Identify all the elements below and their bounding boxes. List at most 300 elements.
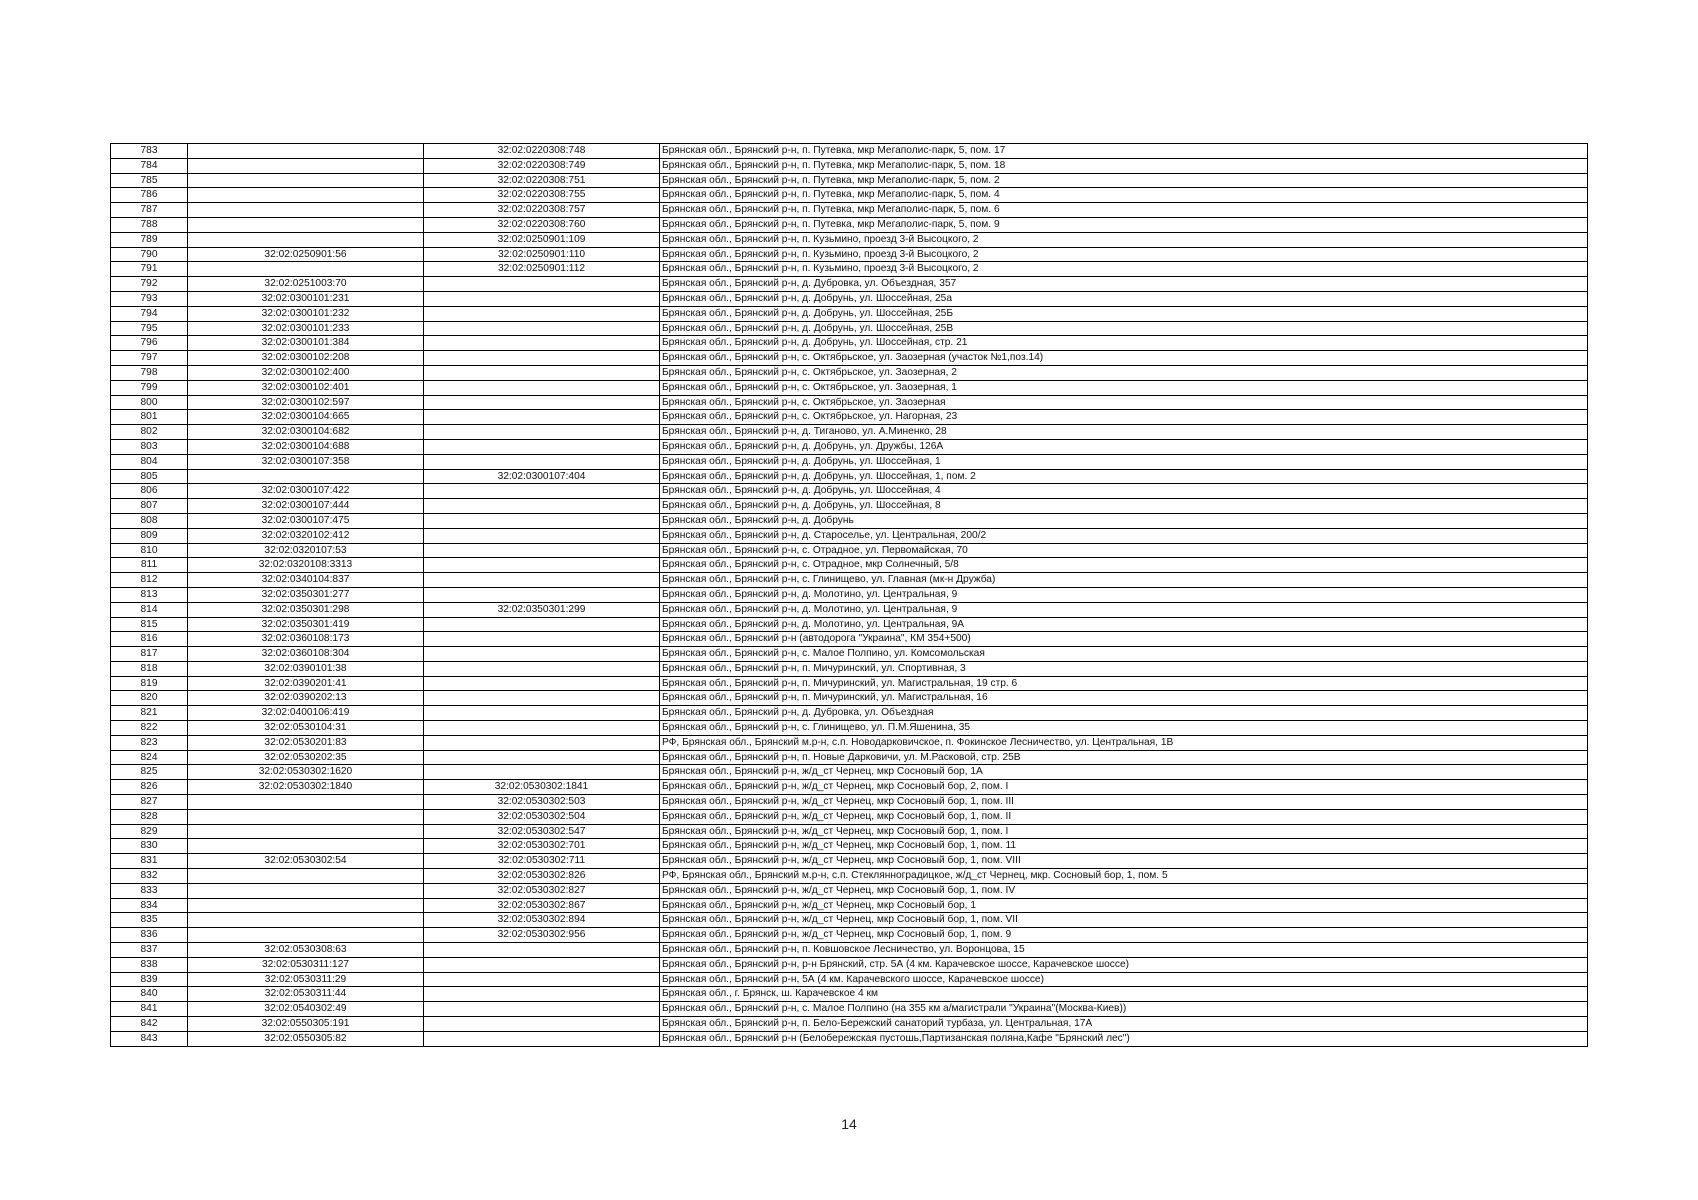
table-row bbox=[111, 291, 1588, 306]
premises-cadastral-number-cell: 32:02:0530302:867 bbox=[424, 898, 660, 913]
table-row bbox=[111, 365, 1588, 380]
cadastral-number-cell bbox=[188, 188, 424, 203]
address-cell: Брянская обл., Брянский р-н, д. Добрунь, ул. Шоссейная, 25Б bbox=[660, 306, 1588, 321]
table-row bbox=[111, 203, 1588, 218]
address-cell: Брянская обл., Брянский р-н, ж/д_ст Чернец, мкр Сосновый бор, 1, пом. VIII bbox=[660, 854, 1588, 869]
cadastral-number-cell bbox=[188, 883, 424, 898]
premises-cadastral-number-cell: 32:02:0220308:748 bbox=[424, 144, 660, 159]
cadastral-number-cell: 32:02:0320107:53 bbox=[188, 543, 424, 558]
row-number-cell: 815 bbox=[111, 617, 188, 632]
cadastral-number-cell: 32:02:0530302:1840 bbox=[188, 780, 424, 795]
table-row bbox=[111, 1017, 1588, 1032]
table-row bbox=[111, 854, 1588, 869]
cadastral-number-cell: 32:02:0530311:29 bbox=[188, 972, 424, 987]
cadastral-number-cell: 32:02:0251003:70 bbox=[188, 277, 424, 292]
registry-table bbox=[110, 143, 1588, 1047]
premises-cadastral-number-cell: 32:02:0530302:826 bbox=[424, 869, 660, 884]
premises-cadastral-number-cell bbox=[424, 277, 660, 292]
address-cell: Брянская обл., Брянский р-н, п. Путевка, мкр Мегаполис-парк, 5, пом. 6 bbox=[660, 203, 1588, 218]
table-row bbox=[111, 691, 1588, 706]
row-number-cell: 795 bbox=[111, 321, 188, 336]
premises-cadastral-number-cell: 32:02:0250901:112 bbox=[424, 262, 660, 277]
cadastral-number-cell: 32:02:0540302:49 bbox=[188, 1002, 424, 1017]
address-cell: Брянская обл., Брянский р-н, 5А (4 км. Карачевского шоссе, Карачевское шоссе) bbox=[660, 972, 1588, 987]
address-cell: Брянская обл., Брянский р-н, п. Новые Дарковичи, ул. М.Расковой, стр. 25В bbox=[660, 750, 1588, 765]
premises-cadastral-number-cell bbox=[424, 499, 660, 514]
premises-cadastral-number-cell bbox=[424, 587, 660, 602]
cadastral-number-cell: 32:02:0340104:837 bbox=[188, 573, 424, 588]
row-number-cell: 797 bbox=[111, 351, 188, 366]
table-row bbox=[111, 558, 1588, 573]
cadastral-number-cell: 32:02:0320102:412 bbox=[188, 528, 424, 543]
premises-cadastral-number-cell bbox=[424, 721, 660, 736]
row-number-cell: 812 bbox=[111, 573, 188, 588]
address-cell: Брянская обл., Брянский р-н, п. Ковшовское Лесничество, ул. Воронцова, 15 bbox=[660, 943, 1588, 958]
cadastral-number-cell: 32:02:0300102:401 bbox=[188, 380, 424, 395]
table-row bbox=[111, 380, 1588, 395]
address-cell: Брянская обл., Брянский р-н, ж/д_ст Чернец, мкр Сосновый бор, 2, пом. I bbox=[660, 780, 1588, 795]
address-cell: Брянская обл., Брянский р-н, д. Добрунь, ул. Шоссейная, 4 bbox=[660, 484, 1588, 499]
cadastral-number-cell bbox=[188, 158, 424, 173]
address-cell: Брянская обл., Брянский р-н, с. Октябрьское, ул. Нагорная, 23 bbox=[660, 410, 1588, 425]
address-cell: Брянская обл., Брянский р-н, с. Октябрьское, ул. Заозерная (участок №1,поз.14) bbox=[660, 351, 1588, 366]
premises-cadastral-number-cell: 32:02:0220308:749 bbox=[424, 158, 660, 173]
cadastral-number-cell: 32:02:0300101:384 bbox=[188, 336, 424, 351]
table-row bbox=[111, 839, 1588, 854]
cadastral-number-cell: 32:02:0300107:358 bbox=[188, 454, 424, 469]
row-number-cell: 814 bbox=[111, 602, 188, 617]
premises-cadastral-number-cell bbox=[424, 972, 660, 987]
address-cell: Брянская обл., Брянский р-н, д. Добрунь, ул. Дружбы, 126А bbox=[660, 439, 1588, 454]
premises-cadastral-number-cell bbox=[424, 484, 660, 499]
table-row bbox=[111, 262, 1588, 277]
row-number-cell: 813 bbox=[111, 587, 188, 602]
cadastral-number-cell: 32:02:0390201:41 bbox=[188, 676, 424, 691]
address-cell: Брянская обл., Брянский р-н, д. Добрунь, ул. Шоссейная, 25В bbox=[660, 321, 1588, 336]
cadastral-number-cell bbox=[188, 869, 424, 884]
table-row bbox=[111, 632, 1588, 647]
row-number-cell: 835 bbox=[111, 913, 188, 928]
cadastral-number-cell: 32:02:0300107:422 bbox=[188, 484, 424, 499]
row-number-cell: 792 bbox=[111, 277, 188, 292]
cadastral-number-cell: 32:02:0530308:63 bbox=[188, 943, 424, 958]
premises-cadastral-number-cell bbox=[424, 321, 660, 336]
row-number-cell: 788 bbox=[111, 217, 188, 232]
cadastral-number-cell: 32:02:0300101:233 bbox=[188, 321, 424, 336]
premises-cadastral-number-cell bbox=[424, 291, 660, 306]
row-number-cell: 826 bbox=[111, 780, 188, 795]
premises-cadastral-number-cell bbox=[424, 306, 660, 321]
row-number-cell: 800 bbox=[111, 395, 188, 410]
premises-cadastral-number-cell: 32:02:0530302:894 bbox=[424, 913, 660, 928]
premises-cadastral-number-cell bbox=[424, 1031, 660, 1046]
row-number-cell: 817 bbox=[111, 647, 188, 662]
premises-cadastral-number-cell: 32:02:0530302:827 bbox=[424, 883, 660, 898]
table-row bbox=[111, 158, 1588, 173]
address-cell: Брянская обл., Брянский р-н, ж/д_ст Чернец, мкр Сосновый бор, 1, пом. III bbox=[660, 795, 1588, 810]
cadastral-number-cell: 32:02:0390202:13 bbox=[188, 691, 424, 706]
premises-cadastral-number-cell bbox=[424, 765, 660, 780]
address-cell: Брянская обл., Брянский р-н, с. Отрадное, ул. Первомайская, 70 bbox=[660, 543, 1588, 558]
row-number-cell: 821 bbox=[111, 706, 188, 721]
address-cell: РФ, Брянская обл., Брянский м.р-н, с.п. Стеклянноградицкое, ж/д_ст Чернец, мкр. Сосновый бор, 1, пом. 5 bbox=[660, 869, 1588, 884]
row-number-cell: 841 bbox=[111, 1002, 188, 1017]
address-cell: Брянская обл., Брянский р-н, д. Добрунь, ул. Шоссейная, 1, пом. 2 bbox=[660, 469, 1588, 484]
cadastral-number-cell bbox=[188, 795, 424, 810]
address-cell: Брянская обл., Брянский р-н (Белобережская пустошь,Партизанская поляна,Кафе "Брянский лес") bbox=[660, 1031, 1588, 1046]
row-number-cell: 810 bbox=[111, 543, 188, 558]
row-number-cell: 820 bbox=[111, 691, 188, 706]
address-cell: Брянская обл., Брянский р-н, д. Добрунь, ул. Шоссейная, 1 bbox=[660, 454, 1588, 469]
premises-cadastral-number-cell bbox=[424, 365, 660, 380]
table-row bbox=[111, 898, 1588, 913]
row-number-cell: 784 bbox=[111, 158, 188, 173]
address-cell: Брянская обл., Брянский р-н, д. Тиганово, ул. А.Миненко, 28 bbox=[660, 425, 1588, 440]
cadastral-number-cell: 32:02:0530311:127 bbox=[188, 957, 424, 972]
row-number-cell: 834 bbox=[111, 898, 188, 913]
premises-cadastral-number-cell bbox=[424, 987, 660, 1002]
table-row bbox=[111, 913, 1588, 928]
address-cell: Брянская обл., Брянский р-н, ж/д_ст Чернец, мкр Сосновый бор, 1, пом. VII bbox=[660, 913, 1588, 928]
row-number-cell: 832 bbox=[111, 869, 188, 884]
row-number-cell: 805 bbox=[111, 469, 188, 484]
cadastral-number-cell: 32:02:0530104:31 bbox=[188, 721, 424, 736]
table-row bbox=[111, 425, 1588, 440]
address-cell: Брянская обл., Брянский р-н, р-н Брянский, стр. 5А (4 км. Карачевское шоссе, Карачевское шоссе) bbox=[660, 957, 1588, 972]
row-number-cell: 785 bbox=[111, 173, 188, 188]
premises-cadastral-number-cell: 32:02:0220308:757 bbox=[424, 203, 660, 218]
cadastral-number-cell bbox=[188, 262, 424, 277]
table-row bbox=[111, 795, 1588, 810]
table-row bbox=[111, 439, 1588, 454]
premises-cadastral-number-cell bbox=[424, 336, 660, 351]
cadastral-number-cell: 32:02:0360108:304 bbox=[188, 647, 424, 662]
table-row bbox=[111, 513, 1588, 528]
table-row bbox=[111, 528, 1588, 543]
row-number-cell: 796 bbox=[111, 336, 188, 351]
premises-cadastral-number-cell bbox=[424, 380, 660, 395]
premises-cadastral-number-cell bbox=[424, 558, 660, 573]
cadastral-number-cell bbox=[188, 809, 424, 824]
table-row bbox=[111, 247, 1588, 262]
row-number-cell: 801 bbox=[111, 410, 188, 425]
table-row bbox=[111, 957, 1588, 972]
cadastral-number-cell bbox=[188, 913, 424, 928]
row-number-cell: 833 bbox=[111, 883, 188, 898]
address-cell: Брянская обл., Брянский р-н, ж/д_ст Чернец, мкр Сосновый бор, 1, пом. IV bbox=[660, 883, 1588, 898]
premises-cadastral-number-cell bbox=[424, 676, 660, 691]
premises-cadastral-number-cell: 32:02:0530302:956 bbox=[424, 928, 660, 943]
address-cell: Брянская обл., Брянский р-н, п. Мичуринский, ул. Магистральная, 16 bbox=[660, 691, 1588, 706]
premises-cadastral-number-cell: 32:02:0350301:299 bbox=[424, 602, 660, 617]
address-cell: Брянская обл., Брянский р-н, ж/д_ст Чернец, мкр Сосновый бор, 1 bbox=[660, 898, 1588, 913]
premises-cadastral-number-cell bbox=[424, 957, 660, 972]
row-number-cell: 829 bbox=[111, 824, 188, 839]
premises-cadastral-number-cell bbox=[424, 617, 660, 632]
table-row bbox=[111, 469, 1588, 484]
premises-cadastral-number-cell: 32:02:0250901:109 bbox=[424, 232, 660, 247]
table-row bbox=[111, 765, 1588, 780]
table-row bbox=[111, 543, 1588, 558]
cadastral-number-cell: 32:02:0300104:688 bbox=[188, 439, 424, 454]
row-number-cell: 828 bbox=[111, 809, 188, 824]
row-number-cell: 830 bbox=[111, 839, 188, 854]
table-row bbox=[111, 484, 1588, 499]
premises-cadastral-number-cell: 32:02:0530302:1841 bbox=[424, 780, 660, 795]
premises-cadastral-number-cell bbox=[424, 513, 660, 528]
cadastral-number-cell: 32:02:0300104:682 bbox=[188, 425, 424, 440]
table-row bbox=[111, 232, 1588, 247]
table-row bbox=[111, 750, 1588, 765]
table-row bbox=[111, 869, 1588, 884]
premises-cadastral-number-cell: 32:02:0220308:751 bbox=[424, 173, 660, 188]
table-row bbox=[111, 824, 1588, 839]
premises-cadastral-number-cell: 32:02:0530302:504 bbox=[424, 809, 660, 824]
address-cell: Брянская обл., Брянский р-н, ж/д_ст Чернец, мкр Сосновый бор, 1, пом. 11 bbox=[660, 839, 1588, 854]
premises-cadastral-number-cell bbox=[424, 632, 660, 647]
cadastral-number-cell bbox=[188, 469, 424, 484]
address-cell: Брянская обл., Брянский р-н, ж/д_ст Чернец, мкр Сосновый бор, 1, пом. 9 bbox=[660, 928, 1588, 943]
address-cell: Брянская обл., Брянский р-н, п. Путевка, мкр Мегаполис-парк, 5, пом. 18 bbox=[660, 158, 1588, 173]
table-row bbox=[111, 573, 1588, 588]
table-row bbox=[111, 661, 1588, 676]
table-row bbox=[111, 1031, 1588, 1046]
cadastral-number-cell: 32:02:0350301:419 bbox=[188, 617, 424, 632]
table-row bbox=[111, 943, 1588, 958]
address-cell: Брянская обл., Брянский р-н, д. Молотино, ул. Центральная, 9А bbox=[660, 617, 1588, 632]
cadastral-number-cell: 32:02:0300102:208 bbox=[188, 351, 424, 366]
table-row bbox=[111, 1002, 1588, 1017]
table-row bbox=[111, 735, 1588, 750]
table-row bbox=[111, 188, 1588, 203]
address-cell: Брянская обл., Брянский р-н, п. Кузьмино, проезд 3-й Высоцкого, 2 bbox=[660, 247, 1588, 262]
table-row bbox=[111, 676, 1588, 691]
table-row bbox=[111, 721, 1588, 736]
address-cell: Брянская обл., Брянский р-н, с. Малое Полпино, ул. Комсомольская bbox=[660, 647, 1588, 662]
address-cell: Брянская обл., Брянский р-н, ж/д_ст Чернец, мкр Сосновый бор, 1, пом. I bbox=[660, 824, 1588, 839]
registry-table-body bbox=[111, 144, 1588, 1047]
cadastral-number-cell: 32:02:0530201:83 bbox=[188, 735, 424, 750]
premises-cadastral-number-cell bbox=[424, 528, 660, 543]
address-cell: Брянская обл., Брянский р-н, с. Октябрьское, ул. Заозерная, 2 bbox=[660, 365, 1588, 380]
row-number-cell: 808 bbox=[111, 513, 188, 528]
address-cell: Брянская обл., Брянский р-н (автодорога "Украина", КМ 354+500) bbox=[660, 632, 1588, 647]
premises-cadastral-number-cell bbox=[424, 943, 660, 958]
table-row bbox=[111, 321, 1588, 336]
premises-cadastral-number-cell bbox=[424, 735, 660, 750]
address-cell: Брянская обл., Брянский р-н, п. Путевка, мкр Мегаполис-парк, 5, пом. 9 bbox=[660, 217, 1588, 232]
row-number-cell: 837 bbox=[111, 943, 188, 958]
address-cell: Брянская обл., Брянский р-н, д. Добрунь, ул. Шоссейная, стр. 21 bbox=[660, 336, 1588, 351]
table-row bbox=[111, 972, 1588, 987]
premises-cadastral-number-cell bbox=[424, 425, 660, 440]
address-cell: Брянская обл., Брянский р-н, с. Отрадное, мкр Солнечный, 5/8 bbox=[660, 558, 1588, 573]
cadastral-number-cell: 32:02:0300107:475 bbox=[188, 513, 424, 528]
premises-cadastral-number-cell: 32:02:0220308:755 bbox=[424, 188, 660, 203]
row-number-cell: 789 bbox=[111, 232, 188, 247]
cadastral-number-cell: 32:02:0300104:665 bbox=[188, 410, 424, 425]
cadastral-number-cell: 32:02:0530202:35 bbox=[188, 750, 424, 765]
cadastral-number-cell: 32:02:0400106:419 bbox=[188, 706, 424, 721]
address-cell: Брянская обл., Брянский р-н, п. Кузьмино, проезд 3-й Высоцкого, 2 bbox=[660, 262, 1588, 277]
cadastral-number-cell bbox=[188, 232, 424, 247]
row-number-cell: 825 bbox=[111, 765, 188, 780]
row-number-cell: 787 bbox=[111, 203, 188, 218]
row-number-cell: 818 bbox=[111, 661, 188, 676]
table-row bbox=[111, 587, 1588, 602]
cadastral-number-cell: 32:02:0360108:173 bbox=[188, 632, 424, 647]
address-cell: Брянская обл., Брянский р-н, с. Малое Полпино (на 355 км а/магистрали "Украина"(Москва-Киев)) bbox=[660, 1002, 1588, 1017]
row-number-cell: 802 bbox=[111, 425, 188, 440]
address-cell: Брянская обл., Брянский р-н, п. Бело-Бережский санаторий турбаза, ул. Центральная, 17А bbox=[660, 1017, 1588, 1032]
row-number-cell: 823 bbox=[111, 735, 188, 750]
address-cell: Брянская обл., Брянский р-н, п. Путевка, мкр Мегаполис-парк, 5, пом. 2 bbox=[660, 173, 1588, 188]
row-number-cell: 793 bbox=[111, 291, 188, 306]
address-cell: Брянская обл., Брянский р-н, д. Добрунь, ул. Шоссейная, 8 bbox=[660, 499, 1588, 514]
table-row bbox=[111, 217, 1588, 232]
cadastral-number-cell: 32:02:0550305:191 bbox=[188, 1017, 424, 1032]
row-number-cell: 811 bbox=[111, 558, 188, 573]
table-row bbox=[111, 883, 1588, 898]
cadastral-number-cell: 32:02:0250901:56 bbox=[188, 247, 424, 262]
cadastral-number-cell bbox=[188, 203, 424, 218]
premises-cadastral-number-cell bbox=[424, 410, 660, 425]
address-cell: Брянская обл., Брянский р-н, с. Октябрьское, ул. Заозерная bbox=[660, 395, 1588, 410]
cadastral-number-cell: 32:02:0530302:1620 bbox=[188, 765, 424, 780]
cadastral-number-cell: 32:02:0300107:444 bbox=[188, 499, 424, 514]
cadastral-number-cell: 32:02:0530311:44 bbox=[188, 987, 424, 1002]
premises-cadastral-number-cell bbox=[424, 647, 660, 662]
row-number-cell: 803 bbox=[111, 439, 188, 454]
address-cell: Брянская обл., Брянский р-н, ж/д_ст Чернец, мкр Сосновый бор, 1А bbox=[660, 765, 1588, 780]
table-row bbox=[111, 602, 1588, 617]
premises-cadastral-number-cell: 32:02:0530302:701 bbox=[424, 839, 660, 854]
row-number-cell: 807 bbox=[111, 499, 188, 514]
premises-cadastral-number-cell: 32:02:0530302:711 bbox=[424, 854, 660, 869]
row-number-cell: 843 bbox=[111, 1031, 188, 1046]
address-cell: Брянская обл., Брянский р-н, п. Путевка, мкр Мегаполис-парк, 5, пом. 4 bbox=[660, 188, 1588, 203]
cadastral-number-cell: 32:02:0390101:38 bbox=[188, 661, 424, 676]
table-row bbox=[111, 454, 1588, 469]
cadastral-number-cell: 32:02:0320108:3313 bbox=[188, 558, 424, 573]
row-number-cell: 824 bbox=[111, 750, 188, 765]
row-number-cell: 831 bbox=[111, 854, 188, 869]
row-number-cell: 799 bbox=[111, 380, 188, 395]
row-number-cell: 822 bbox=[111, 721, 188, 736]
row-number-cell: 786 bbox=[111, 188, 188, 203]
row-number-cell: 790 bbox=[111, 247, 188, 262]
table-row bbox=[111, 928, 1588, 943]
address-cell: Брянская обл., Брянский р-н, с. Глинищево, ул. П.М.Яшенина, 35 bbox=[660, 721, 1588, 736]
address-cell: Брянская обл., Брянский р-н, д. Дубровка, ул. Объездная bbox=[660, 706, 1588, 721]
premises-cadastral-number-cell: 32:02:0250901:110 bbox=[424, 247, 660, 262]
premises-cadastral-number-cell bbox=[424, 1017, 660, 1032]
row-number-cell: 839 bbox=[111, 972, 188, 987]
address-cell: Брянская обл., Брянский р-н, д. Староселье, ул. Центральная, 200/2 bbox=[660, 528, 1588, 543]
row-number-cell: 806 bbox=[111, 484, 188, 499]
address-cell: Брянская обл., Брянский р-н, д. Добрунь bbox=[660, 513, 1588, 528]
row-number-cell: 816 bbox=[111, 632, 188, 647]
row-number-cell: 836 bbox=[111, 928, 188, 943]
table-row bbox=[111, 987, 1588, 1002]
address-cell: Брянская обл., Брянский р-н, д. Дубровка, ул. Объездная, 357 bbox=[660, 277, 1588, 292]
row-number-cell: 819 bbox=[111, 676, 188, 691]
cadastral-number-cell bbox=[188, 217, 424, 232]
row-number-cell: 794 bbox=[111, 306, 188, 321]
address-cell: Брянская обл., Брянский р-н, с. Октябрьское, ул. Заозерная, 1 bbox=[660, 380, 1588, 395]
table-row bbox=[111, 706, 1588, 721]
address-cell: Брянская обл., Брянский р-н, ж/д_ст Чернец, мкр Сосновый бор, 1, пом. II bbox=[660, 809, 1588, 824]
address-cell: Брянская обл., г. Брянск, ш. Карачевское 4 км bbox=[660, 987, 1588, 1002]
cadastral-number-cell: 32:02:0550305:82 bbox=[188, 1031, 424, 1046]
table-row bbox=[111, 617, 1588, 632]
address-cell: Брянская обл., Брянский р-н, д. Молотино, ул. Центральная, 9 bbox=[660, 587, 1588, 602]
premises-cadastral-number-cell bbox=[424, 439, 660, 454]
row-number-cell: 838 bbox=[111, 957, 188, 972]
cadastral-number-cell bbox=[188, 839, 424, 854]
table-row bbox=[111, 306, 1588, 321]
premises-cadastral-number-cell: 32:02:0530302:503 bbox=[424, 795, 660, 810]
address-cell: Брянская обл., Брянский р-н, п. Мичуринский, ул. Магистральная, 19 стр. 6 bbox=[660, 676, 1588, 691]
cadastral-number-cell: 32:02:0300101:231 bbox=[188, 291, 424, 306]
premises-cadastral-number-cell bbox=[424, 750, 660, 765]
premises-cadastral-number-cell bbox=[424, 543, 660, 558]
premises-cadastral-number-cell bbox=[424, 454, 660, 469]
row-number-cell: 827 bbox=[111, 795, 188, 810]
premises-cadastral-number-cell: 32:02:0300107:404 bbox=[424, 469, 660, 484]
cadastral-number-cell bbox=[188, 824, 424, 839]
row-number-cell: 842 bbox=[111, 1017, 188, 1032]
cadastral-number-cell: 32:02:0300102:597 bbox=[188, 395, 424, 410]
table-row bbox=[111, 173, 1588, 188]
address-cell: Брянская обл., Брянский р-н, п. Мичуринский, ул. Спортивная, 3 bbox=[660, 661, 1588, 676]
premises-cadastral-number-cell: 32:02:0530302:547 bbox=[424, 824, 660, 839]
cadastral-number-cell: 32:02:0530302:54 bbox=[188, 854, 424, 869]
table-row bbox=[111, 410, 1588, 425]
address-cell: Брянская обл., Брянский р-н, д. Добрунь, ул. Шоссейная, 25а bbox=[660, 291, 1588, 306]
table-row bbox=[111, 780, 1588, 795]
address-cell: Брянская обл., Брянский р-н, п. Путевка, мкр Мегаполис-парк, 5, пом. 17 bbox=[660, 144, 1588, 159]
cadastral-number-cell: 32:02:0300102:400 bbox=[188, 365, 424, 380]
premises-cadastral-number-cell bbox=[424, 395, 660, 410]
premises-cadastral-number-cell bbox=[424, 661, 660, 676]
row-number-cell: 798 bbox=[111, 365, 188, 380]
cadastral-number-cell: 32:02:0350301:298 bbox=[188, 602, 424, 617]
address-cell: Брянская обл., Брянский р-н, п. Кузьмино, проезд 3-й Высоцкого, 2 bbox=[660, 232, 1588, 247]
cadastral-number-cell bbox=[188, 173, 424, 188]
premises-cadastral-number-cell bbox=[424, 1002, 660, 1017]
table-row bbox=[111, 395, 1588, 410]
cadastral-number-cell bbox=[188, 898, 424, 913]
row-number-cell: 804 bbox=[111, 454, 188, 469]
cadastral-number-cell bbox=[188, 144, 424, 159]
cadastral-number-cell bbox=[188, 928, 424, 943]
row-number-cell: 840 bbox=[111, 987, 188, 1002]
premises-cadastral-number-cell bbox=[424, 351, 660, 366]
row-number-cell: 791 bbox=[111, 262, 188, 277]
table-row bbox=[111, 351, 1588, 366]
table-row bbox=[111, 499, 1588, 514]
address-cell: Брянская обл., Брянский р-н, д. Молотино, ул. Центральная, 9 bbox=[660, 602, 1588, 617]
table-row bbox=[111, 144, 1588, 159]
table-row bbox=[111, 647, 1588, 662]
premises-cadastral-number-cell: 32:02:0220308:760 bbox=[424, 217, 660, 232]
address-cell: РФ, Брянская обл., Брянский м.р-н, с.п. Новодарковичское, п. Фокинское Лесничество, ул. Центральная, 1В bbox=[660, 735, 1588, 750]
cadastral-number-cell: 32:02:0300101:232 bbox=[188, 306, 424, 321]
table-row bbox=[111, 277, 1588, 292]
row-number-cell: 783 bbox=[111, 144, 188, 159]
address-cell: Брянская обл., Брянский р-н, с. Глинищево, ул. Главная (мк-н Дружба) bbox=[660, 573, 1588, 588]
